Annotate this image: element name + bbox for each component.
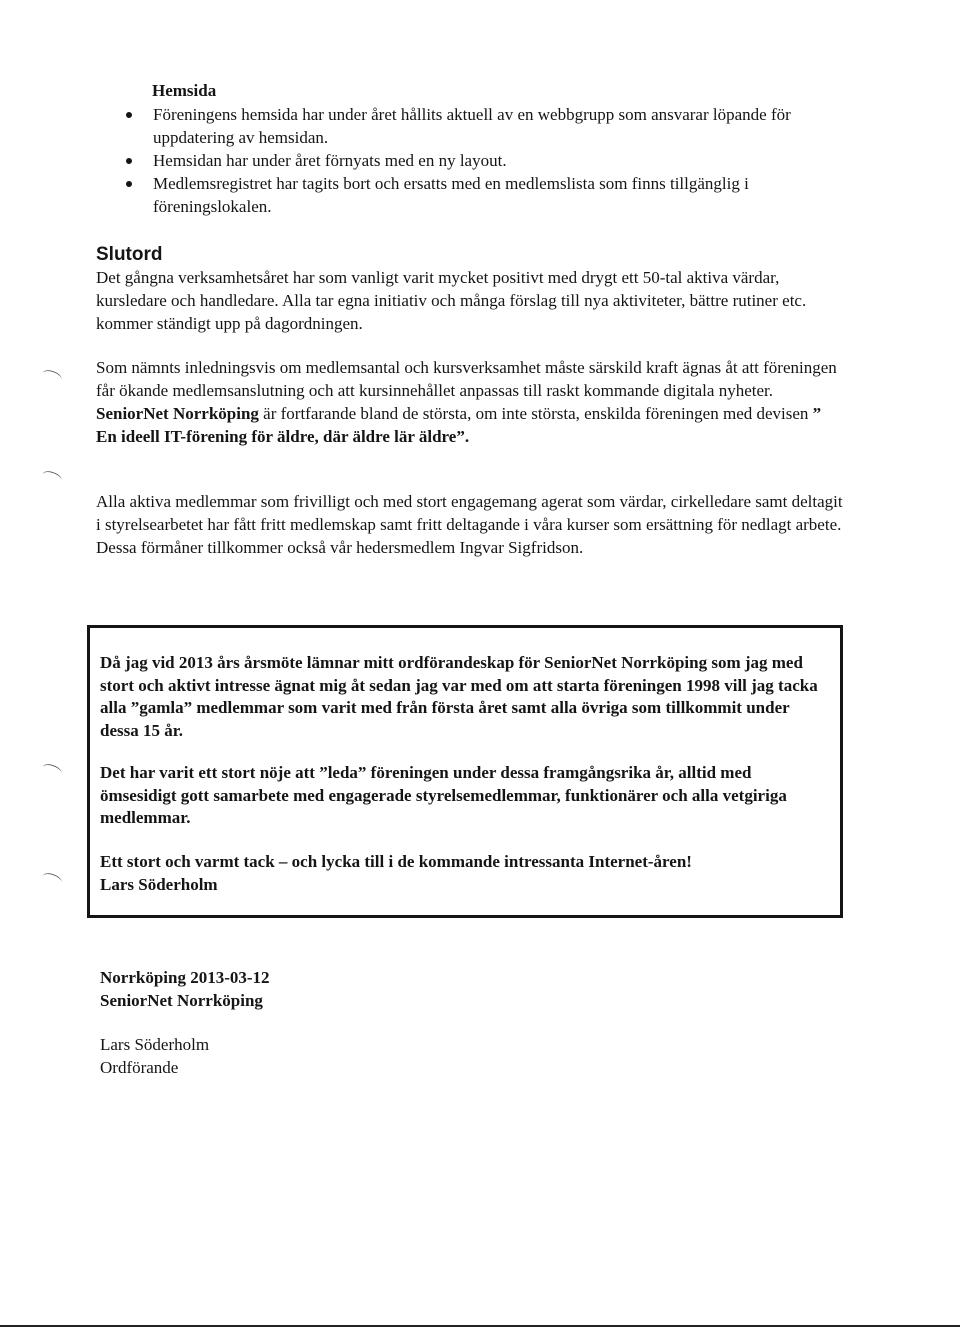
signatory — [100, 1033, 500, 1079]
bullet-item: Medlemsregistret har tagits bort och ersatts med en medlemslista som finns tillgänglig i föreningslokalen. — [120, 172, 840, 218]
signoff-organization: SeniorNet Norrköping — [100, 991, 263, 1010]
bullet-item: Föreningens hemsida har under året hållits aktuell av en webbgrupp som ansvarar löpande för uppdatering av hemsidan. — [120, 103, 840, 149]
slutord-paragraph-2 — [96, 356, 844, 448]
scan-artifact-mark — [41, 762, 64, 779]
section-heading-slutord: Slutord — [96, 244, 163, 265]
signatory-name: Lars Söderholm — [100, 1035, 210, 1054]
scan-artifact-mark — [41, 469, 64, 486]
paragraph-text: är fortfarande bland de största, om inte största, enskilda föreningen med devisen — [258, 404, 813, 423]
signatory-title: Ordförande — [100, 1058, 179, 1077]
hemsida-bullet-list — [120, 103, 840, 218]
page-bottom-edge — [0, 1325, 960, 1327]
section-heading-hemsida: Hemsida — [152, 81, 217, 100]
farewell-message-box — [87, 625, 843, 918]
scan-artifact-mark — [41, 871, 64, 888]
organization-name: SeniorNet Norrköping — [96, 404, 259, 423]
motto: ” En ideell IT-förening för äldre, där äldre lär äldre”. — [96, 404, 822, 446]
paragraph-text: Som nämnts inledningsvis om medlemsantal och kursverksamhet måste särskild kraft ägnas åt att föreningen får ökande medlemsanslutning och att kursinnehållet anpassas till raskt kommande digitala nyheter. — [96, 358, 837, 400]
farewell-paragraph-1: Då jag vid 2013 års årsmöte lämnar mitt ordförandeskap för SeniorNet Norrköping som jag med stort och aktivt intresse ägnat mig åt sedan jag var med om att starta föreningen 1998 vill jag tacka alla ”gamla” medlemmar som varit med från första året samt alla övriga som tillkommit under dessa 15 år. — [100, 653, 818, 740]
bullet-item: Hemsidan har under året förnyats med en ny layout. — [120, 149, 840, 172]
place-date: Norrköping 2013-03-12 — [100, 968, 270, 987]
box-signature: Lars Söderholm — [100, 874, 218, 894]
place-and-date — [100, 966, 500, 1012]
scan-artifact-mark — [41, 368, 64, 385]
farewell-paragraph-2: Det har varit ett stort nöje att ”leda” föreningen under dessa framgångsrika år, alltid med ömsesidigt gott samarbete med engagerade styrelsemedlemmar, funktionärer och alla vetgiriga medlemmar. — [100, 763, 787, 827]
thanks-line: Ett stort och varmt tack – och lycka till i de kommande intressanta Internet-åren! — [100, 852, 692, 871]
farewell-thanks — [100, 851, 826, 896]
slutord-paragraph-3: Alla aktiva medlemmar som frivilligt och med stort engagemang agerat som värdar, cirkelledare samt deltagit i styrelsearbetet har fått fritt medlemskap samt fritt deltagande i våra kurser som ersättning för nedlagt arbete. Dessa förmåner tillkommer också vår hedersmedlem Ingvar Sigfridson. — [96, 492, 843, 557]
slutord-paragraph-1: Det gångna verksamhetsåret har som vanligt varit mycket positivt med drygt ett 50-tal aktiva värdar, kursledare och handledare. Alla tar egna initiativ och många förslag till nya aktiviteter, bättre rutiner etc. kommer ständigt upp på dagordningen. — [96, 268, 807, 333]
